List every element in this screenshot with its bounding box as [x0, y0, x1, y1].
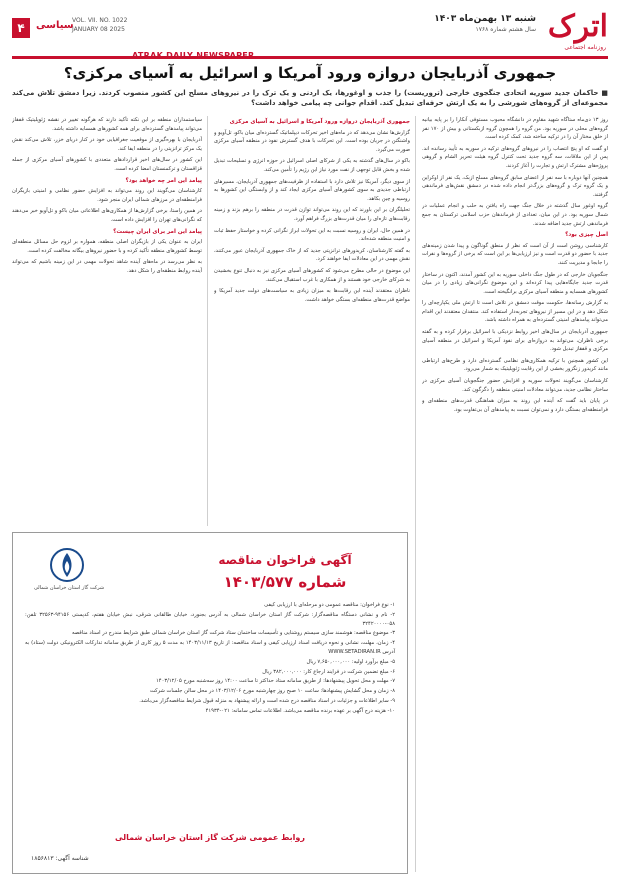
- gas-company-logo-icon: [49, 545, 85, 585]
- ad-item: ۱۰- هزینه درج آگهی بر عهده برنده مناقصه می‌باشد. اطلاعات تماس سامانه: ۰۲۱-۴۱۹۳۴: [205, 707, 395, 714]
- date-fa: ۱۳ بهمن‌ماه ۱۴۰۳: [434, 14, 512, 24]
- tender-advertisement: [12, 532, 408, 874]
- ad-organization: شرکت گاز استان خراسان شمالی: [33, 585, 105, 591]
- paragraph: در پایان باید گفت که آینده این روند به میزان هماهنگی قدرت‌های منطقه‌ای و فرامنطقه‌ای بستگی دارد و نمی‌توان نسبت به پیامدهای آن بی‌تفاوت بود.: [422, 398, 608, 413]
- ad-item: ۴- زمان، مهلت، نشانی و نحوه دریافت اسناد ارزیابی کیفی و اسناد مناقصه: از تاریخ ۱۴۰۳/۱۱/۱۳ به مدت ۵ روز کاری از طریق سامانه تدارکات الکترونیکی دولت (ستاد) به آدرس WWW.SETADIRAN.IR: [25, 640, 395, 655]
- paragraph: آذربایجان با بهره‌گیری از موقعیت جغرافیایی خود در کنار دریای خزر، تلاش می‌کند نقش یک مرکز ترانزیتی را در منطقه ایفا کند.: [12, 137, 202, 152]
- paragraph: گروه اوغور سال گذشته در خلال جنگ جهت راه یافتن به حلب و انجام عملیات در شمال سوریه بود. در این میان، تعدادی از فرماندهان حزب اسلامی ترکستان به جمع فرماندهی ارتش جدید اضافه شدند.: [422, 203, 608, 227]
- column-rule: [207, 116, 208, 526]
- ad-item: ۳- موضوع مناقصه: هوشمند سازی سیستم روشنایی و تأسیسات ساختمان ستاد شرکت گاز استان خراسان شمالی طبق شرایط مندرج در اسناد مناقصه: [71, 630, 395, 637]
- logo-text: اترک: [547, 9, 608, 44]
- ad-item: ۵- مبلغ برآورد اولیه: ۷,۶۵۰,۰۰۰,۰۰۰ ریال: [306, 658, 395, 665]
- paragraph: گزارش‌ها نشان می‌دهد که در ماه‌های اخیر تحرکات دیپلماتیک گسترده‌ای میان باکو، تل‌آویو و واشنگتن در جریان بوده است. این تحرکات با هدف گسترش نفوذ در منطقه آسیای مرکزی صورت می‌گیرد.: [214, 129, 410, 153]
- lead-paragraph: ■ حاکمان جدید سوریه اتحادی جنگجوی خارجی (تروریست) را جذب و اوغورها، یک اردنی و یک ترک را در نیروهای مسلح این کشور منصوب کردند. زیرا دمشق تلاش می‌کند مجموعه‌ای از گروه‌های شورشی را به یک ارتش حرفه‌ای تبدیل کند. اقدام جوانی چه پیامی خواهد داشت؟: [12, 89, 608, 107]
- volume: VOL. VII. NO. 1022: [72, 17, 128, 24]
- ad-footer: روابط عمومی شرکت گاز استان خراسان شمالی: [115, 833, 305, 842]
- paragraph: کارشناسان می‌گویند تحولات سوریه و افزایش حضور جنگجویان آسیای مرکزی در ساختار نظامی جدید، می‌تواند معادلات امنیتی منطقه را دگرگون کند.: [422, 378, 608, 393]
- ad-number: شماره ۱۴۰۳/۵۷۷: [223, 573, 347, 591]
- paragraph: به نظر می‌رسد در ماه‌های آینده شاهد تحولات مهمی در این زمینه باشیم که می‌تواند آینده روابط منطقه‌ای را شکل دهد.: [12, 259, 202, 274]
- ad-body: [25, 601, 395, 717]
- ad-item: ۸- زمان و محل گشایش پیشنهادها: ساعت ۱۰ صبح روز چهارشنبه مورخ ۱۴۰۳/۱۲/۰۶ در محل سالن جلسات شرکت: [150, 688, 395, 695]
- ad-item: ۶- مبلغ تضمین شرکت در فرایند ارجاع کار: ۳۸۲,۰۰۰,۰۰۰ ریال: [262, 668, 395, 675]
- subheading: پیامد این امر برای ایران چیست؟: [113, 228, 202, 235]
- subheading: پیامد این امر چه خواهد بود؟: [125, 177, 202, 184]
- paragraph: ایران به عنوان یکی از بازیگران اصلی منطقه، همواره بر لزوم حل مسائل منطقه‌ای توسط کشورهای منطقه تأکید کرده و با حضور نیروهای بیگانه مخالفت کرده است.: [12, 239, 202, 254]
- paragraph: این کشور همچنین با ترکیه همکاری‌های نظامی گسترده‌ای دارد و طرح‌های ارتباطی مانند کریدور زنگزور بخشی از این رقابت ژئوپلیتیک به شمار می‌رود.: [422, 357, 608, 373]
- paragraph: باکو در سال‌های گذشته به یکی از شرکای اصلی اسرائیل در حوزه انرژی و تسلیحات تبدیل شده و بخش قابل توجهی از نفت مورد نیاز این رژیم را تأمین می‌کند.: [214, 158, 410, 173]
- paragraph: به گزارش رسانه‌ها، حکومت موقت دمشق در تلاش است تا ارتش ملی یکپارچه‌ای را شکل دهد و در این مسیر از نیروهای تجربه‌دار استفاده کند. منتقدان معتقدند این اقدام می‌تواند پیامدهای امنیتی گسترده‌ای به همراه داشته باشد.: [422, 300, 608, 324]
- day: شنبه: [514, 14, 536, 24]
- paragraph: او گفت که او پنج انتصاب را در نیروهای گروه‌های ترکیه در سوریه به تأیید رسانده اند. پس از این ملاقات، سه گروه جدید تحت کنترل گروه هیئت تحریر الشام و گروهی پروژه‌های مشترک ارتش و تجارت را آغاز کردند.: [422, 145, 608, 169]
- date-block: [434, 14, 536, 33]
- ad-item: ۲- نام و نشانی دستگاه مناقصه‌گزار: شرکت گاز استان خراسان شمالی به آدرس بجنورد، خیابان طالقانی شرقی، نبش خیابان هفتم، کدپستی ۹۴۱۵۶-۳۲۵۶۳ تلفن: ۰۵۸-۳۲۴۲۰۰۰۰: [25, 611, 395, 627]
- paragraph: جمهوری آذربایجان در سال‌های اخیر روابط نزدیکی با اسرائیل برقرار کرده و به گفته برخی ناظران، می‌تواند به دروازه‌ای برای نفوذ آمریکا و اسرائیل در منطقه آسیای مرکزی و قفقاز تبدیل شود.: [422, 329, 608, 353]
- paragraph: کارشناسان می‌گویند این روند می‌تواند به افزایش حضور نظامی و امنیتی بازیگران فرامنطقه‌ای در مرزهای شمالی ایران منجر شود.: [12, 188, 202, 203]
- header-rule: [12, 56, 608, 59]
- volume-info: [72, 16, 127, 34]
- paragraph: به گفته کارشناسان، کریدورهای ترانزیتی جدید که از خاک جمهوری آذربایجان عبور می‌کنند، نقش مهمی در این معادلات ایفا خواهند کرد.: [214, 247, 410, 263]
- page-number: ۴: [12, 18, 30, 38]
- paragraph: همچنین آنها دوباره با سه نفر از اعضای سابق گروه‌های مسلح ازبک، یک نفر از اوکراین و یک گروه ترک و گروه‌های بزرگ‌تر انجام داده شده در دمشق نقش‌های فرماندهی گرفتند.: [422, 174, 608, 198]
- paragraph: از سوی دیگر، آمریکا نیز تلاش دارد با استفاده از ظرفیت‌های جمهوری آذربایجان، مسیرهای ارتباطی جدیدی به سوی کشورهای آسیای مرکزی ایجاد کند و از وابستگی این کشورها به روسیه و چین بکاهد.: [214, 178, 410, 202]
- issue-info: سال هشتم شماره ۱۷۶۸: [475, 26, 536, 33]
- headline: جمهوری آذربایجان دروازه ورود آمریکا و اسرائیل به آسیای مرکزی؟: [63, 64, 557, 82]
- column-middle: [214, 116, 410, 526]
- ad-item: ۹- سایر اطلاعات و جزئیات در اسناد مناقصه درج شده است و ارائه پیشنهاد به منزله قبول شرایط مناقصه‌گزار می‌باشد.: [139, 697, 395, 704]
- paragraph: تحلیلگران بر این باورند که این روند می‌تواند توازن قدرت در منطقه را برهم بزند و زمینه رقابت‌های تازه‌ای را میان قدرت‌های بزرگ فراهم آورد.: [214, 207, 410, 222]
- paper-logo: [547, 8, 608, 60]
- paragraph: در همین حال، ایران و روسیه نسبت به این تحولات ابراز نگرانی کرده و خواستار حفظ ثبات و امنیت منطقه شده‌اند.: [214, 227, 410, 243]
- logo-subtitle: روزنامه اجتماعی: [564, 44, 606, 51]
- ad-title: آگهی فراخوان مناقصه: [218, 553, 352, 567]
- paragraph: این موضوع در حالی مطرح می‌شود که کشورهای آسیای مرکزی نیز به دنبال تنوع بخشیدن به شرکای خارجی خود هستند و از همکاری با غرب استقبال می‌کنند.: [214, 267, 410, 283]
- paragraph: این کشور در سال‌های اخیر قراردادهای متعددی با کشورهای آسیای مرکزی از جمله قزاقستان و ترکمنستان امضا کرده است.: [12, 157, 202, 172]
- ad-item: ۱- نوع فراخوان: مناقصه عمومی دو مرحله‌ای با ارزیابی کیفی: [264, 602, 395, 608]
- subheading: جمهوری آذربایجان دروازه ورود آمریکا و اسرائیل به آسیای مرکزی: [229, 119, 410, 125]
- subheading: اصل چیزی بود؟: [565, 232, 608, 239]
- ad-id: شناسه آگهی: ۱۸۵۶۸۱۳: [31, 855, 89, 862]
- paragraph: در همین راستا، برخی گزارش‌ها از همکاری‌های اطلاعاتی میان باکو و تل‌آویو خبر می‌دهند که نگرانی‌های تهران را افزایش داده است.: [12, 208, 202, 223]
- column-rule: [415, 116, 416, 872]
- paragraph: روز ۱۳ دی‌ماه ستاگاه شهید مقاوم در دانشگاه محبوب مستوفی آنکارا را بر پایه بیانیه گروه‌های محلی در سوریه بود. من گروه را همچون گروه ازبکستانی و بیش از ۱۷۰ نفر از خلق مختار آن را در ترکیه ساخته شد، کمک کرده است.: [422, 117, 608, 141]
- paragraph: ناظران معتقدند آینده این رقابت‌ها به میزان زیادی به سیاست‌های دولت جدید آمریکا و مواضع قدرت‌های منطقه‌ای بستگی خواهد داشت.: [214, 288, 410, 303]
- date-en: JANUARY 08 2025: [72, 26, 125, 33]
- column-left: [12, 116, 202, 526]
- ad-item: ۷- مهلت و محل تحویل پیشنهادها: از طریق سامانه ستاد حداکثر تا ساعت ۱۴:۰۰ روز سه‌شنبه مورخ ۱۴۰۳/۱۲/۰۵: [156, 678, 395, 685]
- paragraph: سیاستمداران منطقه بر این نکته تأکید دارند که هرگونه تغییر در نقشه ژئوپلیتیک قفقاز می‌تواند پیامدهای گسترده‌ای برای همه کشورهای همسایه داشته باشد.: [12, 117, 202, 132]
- section-name: سیاسی: [36, 20, 74, 31]
- column-right: [422, 116, 608, 871]
- paragraph: جنگجویان خارجی که در طول جنگ داخلی سوریه به این کشور آمدند، اکنون در ساختار قدرت جدید جایگاه‌هایی پیدا کرده‌اند و این موضوع نگرانی‌های زیادی را در میان کشورهای همسایه و منطقه آسیای مرکزی برانگیخته است.: [422, 271, 608, 295]
- paragraph: کارشناسی روشن است از آن است که نظر از منطق گوناگون و پیدا شدن زمینه‌های جدید با حضور دو قدرت است و نیز ارزیابی‌ها بر این است که برخی از گروه‌ها و نفرات را جابجا و مدیریت کنند.: [422, 242, 608, 266]
